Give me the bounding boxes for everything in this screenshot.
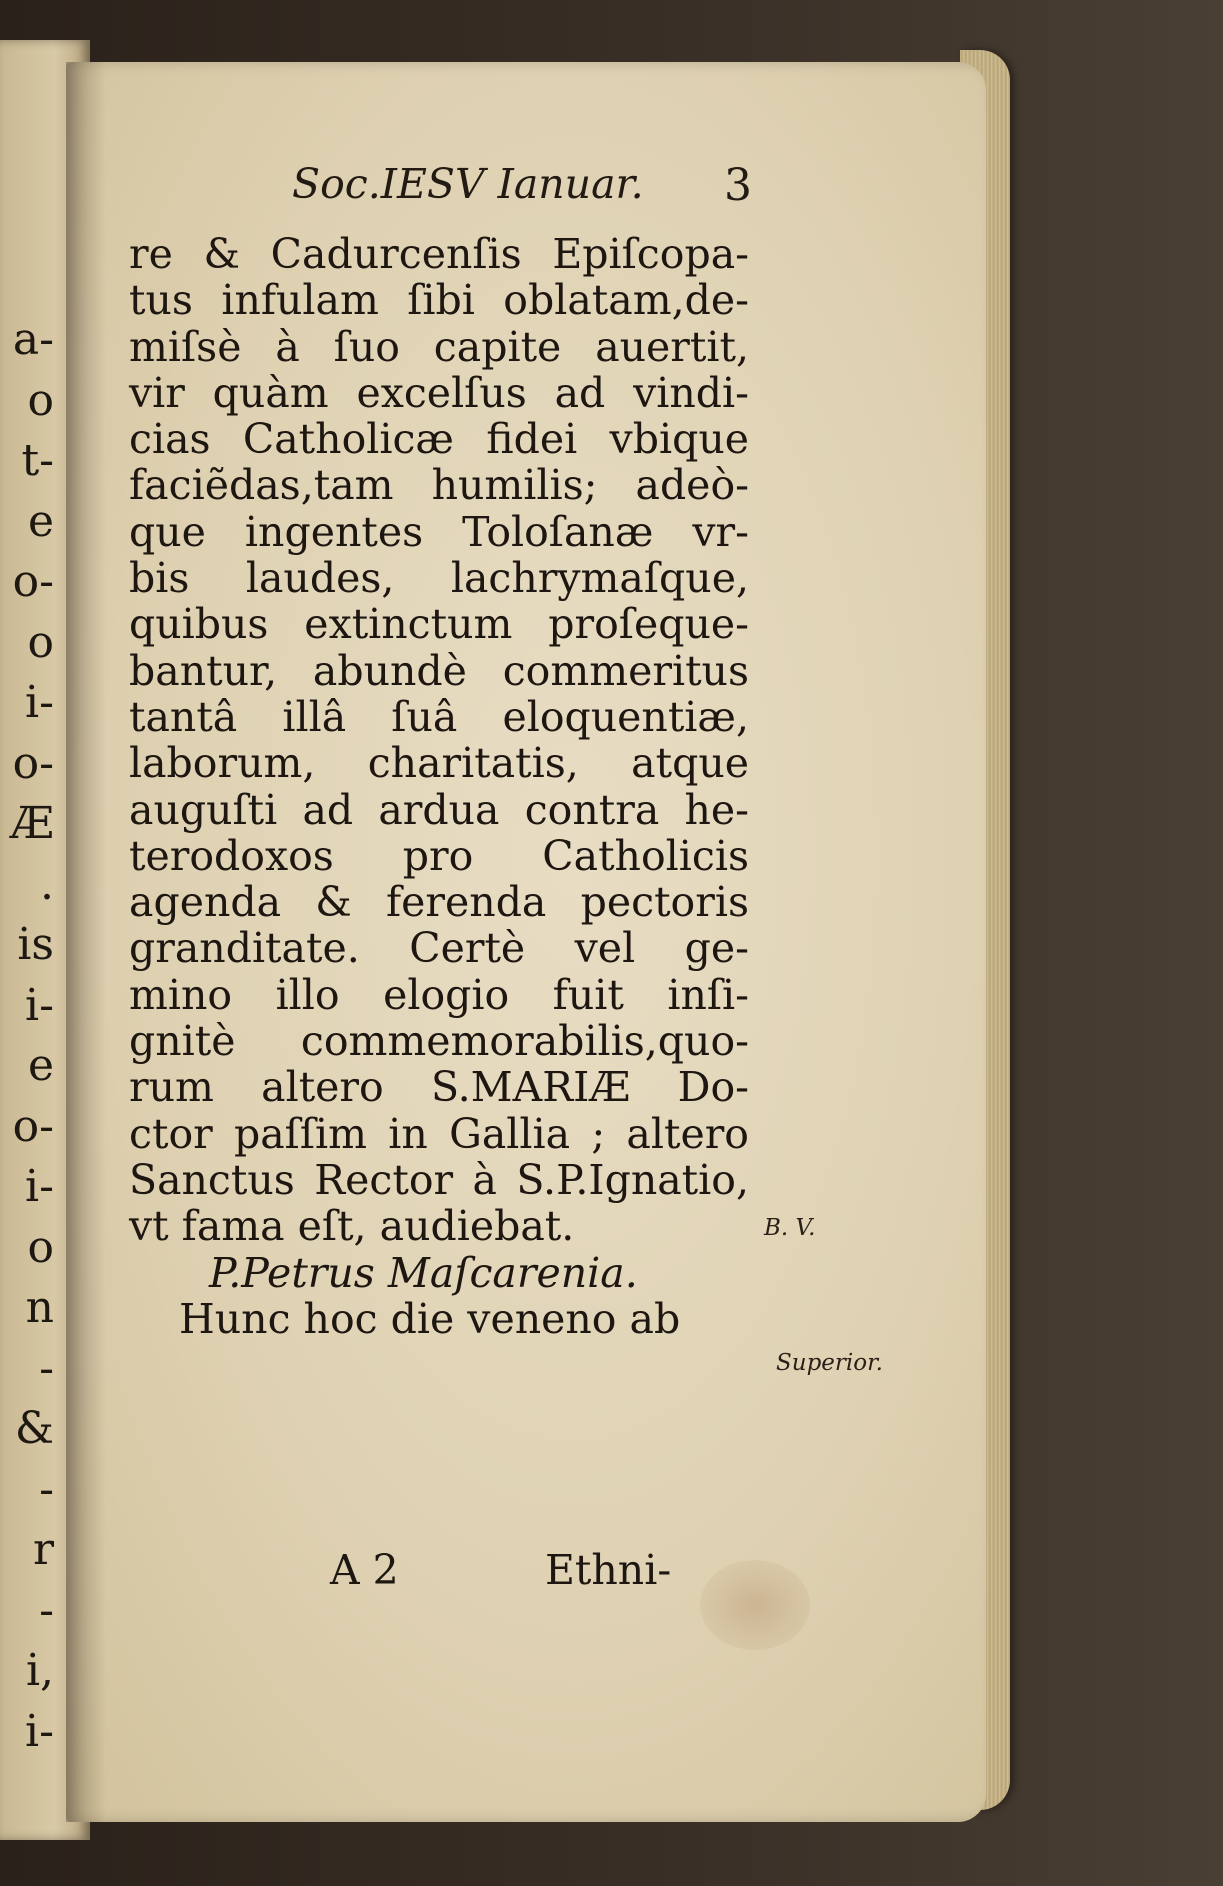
left-page-fragment: t- [21,435,54,486]
text-line: mino illo elogio fuit inſi- [129,970,749,1019]
catchword: Ethni- [545,1546,672,1594]
body-text [129,231,749,1342]
text-line: tantâ illâ ſuâ eloquentiæ, [129,692,749,741]
text-line: cias Catholicæ fidei vbique [129,415,749,464]
left-page-fragment: e [27,495,54,547]
page-number: 3 [724,160,752,211]
left-page-fragment: i- [25,979,54,1031]
text-line: laborum, charitatis, atque [129,739,749,788]
left-page-fragment: i- [25,1161,54,1212]
left-page-fragment: o [27,374,54,426]
text-line: terodoxos pro Catholicis [129,831,749,880]
text-line: gnitè commemorabilis,quo- [129,1017,749,1066]
text-line: bis laudes, lachrymaſque, [129,554,749,603]
left-page-fragment: i, [25,1645,54,1696]
text-line: Sanctus Rector à S.P.Ignatio, [129,1155,749,1204]
left-page-fragment: a- [12,314,54,365]
running-title: Soc.IESV Ianuar. [292,160,644,208]
text-line: vt fama eſt, audiebat. [129,1202,575,1251]
text-line: faciẽdas,tam humilis; adeò- [129,461,749,510]
signature-mark: A 2 [330,1546,399,1594]
left-page-fragment: o- [12,737,54,789]
text-line: ctor paſſim in Gallia ; altero [129,1109,749,1158]
gutter-shadow [66,62,106,1822]
left-page-fragment: o- [12,556,54,607]
left-page-fragment: n [25,1282,54,1333]
left-page-fragment: Æ [9,798,54,849]
left-page-fragment: is [17,919,54,970]
text-line: auguſti ad ardua contra he- [129,785,749,834]
text-line: agenda & ferenda pectoris [129,878,749,927]
text-line: bantur, abundè commeritus [129,646,749,695]
left-page-fragment: o- [12,1100,54,1152]
text-line: P.Petrus Maſcarenia. [209,1248,638,1297]
text-line: re & Cadurcenſis Epiſcopa- [129,230,749,278]
text-line: tus infulam ſibi oblatam,de- [129,276,749,325]
left-page-fragment: . [40,858,54,910]
margin-note: Superior. [776,1350,883,1376]
left-page-fragment: & [14,1403,54,1454]
left-page-fragment: r [32,1524,54,1575]
text-line: vir quàm excelſus ad vindi- [129,368,749,417]
text-line: Hunc hoc die veneno ab [179,1294,681,1343]
left-page-fragment: - [39,1584,54,1636]
left-page-fragment: - [39,1463,54,1515]
text-line: quibus extinctum proſeque- [129,600,749,649]
left-page-fragment: o [27,1221,54,1273]
left-page-fragment: - [39,1342,54,1394]
page-header [292,160,752,220]
text-line: que ingentes Toloſanæ vr- [129,507,749,556]
paper-stain [700,1560,810,1650]
margin-note: B. V. [764,1215,816,1241]
left-page-fragment: i- [25,1705,54,1757]
left-page-text [2,310,62,1762]
text-line: rum altero S.MARIÆ Do- [129,1063,749,1112]
text-line: miſsè à ſuo capite auertit, [129,322,749,371]
left-page-fragment: e [27,1040,54,1091]
text-line: granditate. Certè vel ge- [129,924,749,973]
left-page-fragment: i- [25,677,54,728]
left-page-fragment: o [27,616,54,668]
